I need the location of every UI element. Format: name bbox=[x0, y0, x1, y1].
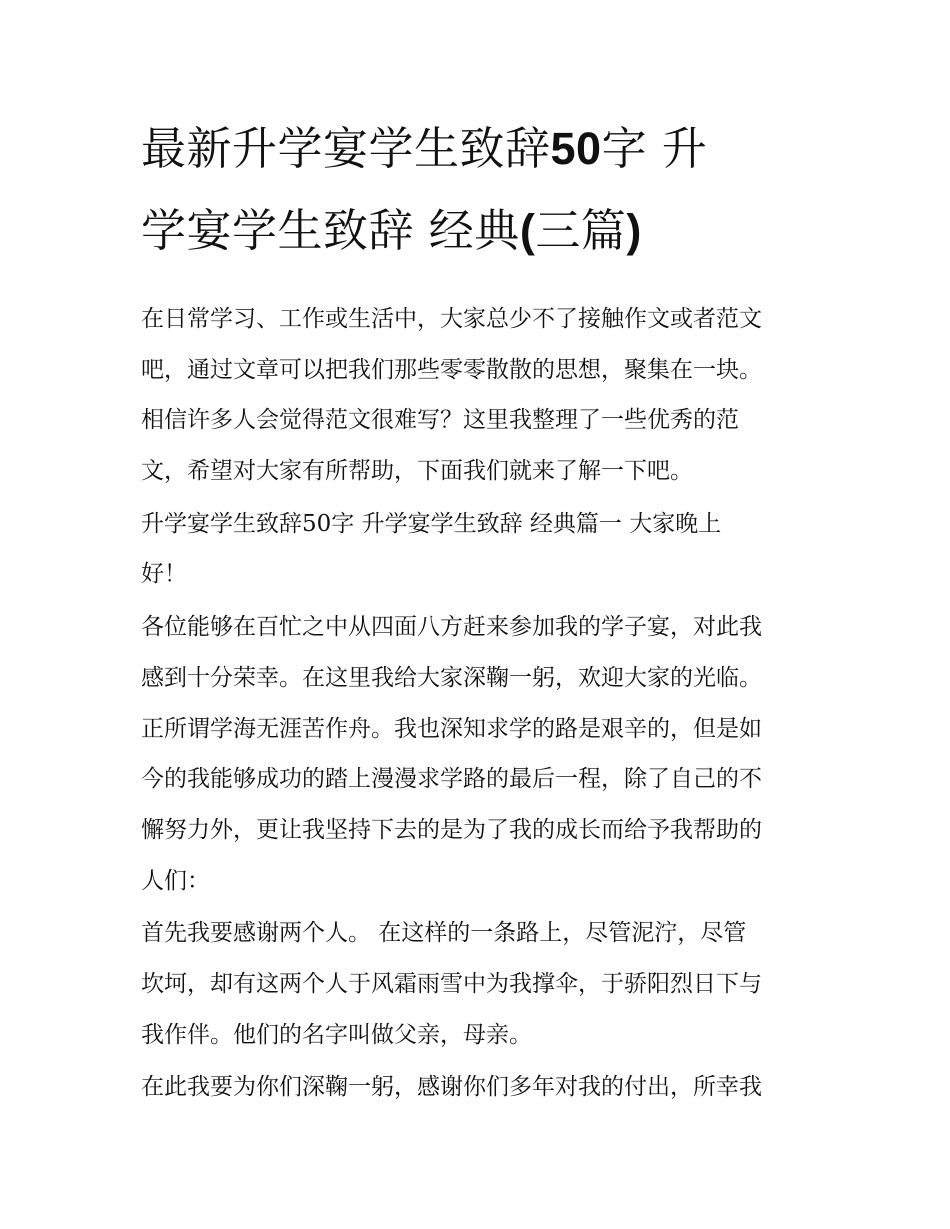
text-line: 懈努力外，更让我坚持下去的是为了我的成长而给予我帮助的 bbox=[141, 816, 762, 843]
text-line: 我作伴。他们的名字叫做父亲，母亲。 bbox=[141, 1021, 532, 1048]
text-line: 在日常学习、工作或生活中，大家总少不了接触作文或者范文 bbox=[141, 306, 762, 332]
text-line: 升学宴学生致辞50字 升学宴学生致辞 经典篇一 大家晚上 bbox=[141, 510, 722, 537]
paragraph-greeting bbox=[141, 499, 816, 600]
text-line: 吧，通过文章可以把我们那些零零散散的思想，聚集在一块。 bbox=[141, 356, 762, 383]
title-part: 学宴学生致辞 经典(三篇) bbox=[141, 204, 642, 257]
text-line: 坎坷，却有这两个人于风霜雨雪中为我撑伞，于骄阳烈日下与 bbox=[141, 970, 762, 997]
paragraph-bow bbox=[141, 1062, 816, 1113]
text-line: 正所谓学海无涯苦作舟。我也深知求学的路是艰辛的，但是如 bbox=[141, 715, 762, 742]
title-latin-run: ( bbox=[519, 205, 536, 256]
text-line: 首先我要感谢两个人。 在这样的一条路上，尽管泥泞，尽管 bbox=[141, 920, 747, 947]
text-line: 好！ bbox=[141, 561, 187, 588]
text-line: 文，希望对大家有所帮助，下面我们就来了解一下吧。 bbox=[141, 458, 693, 485]
text-line: 在此我要为你们深鞠一躬，感谢你们多年对我的付出，所幸我 bbox=[141, 1074, 762, 1101]
document-body bbox=[141, 118, 816, 1115]
title-latin-run: 50 bbox=[550, 123, 602, 174]
document-title-line-1 bbox=[141, 118, 816, 180]
paragraph-intro bbox=[141, 294, 816, 497]
text-line: 各位能够在百忙之中从四面八方赶来参加我的学子宴，对此我 bbox=[141, 614, 762, 641]
text-line: 感到十分荣幸。在这里我给大家深鞠一躬，欢迎大家的光临。 bbox=[141, 664, 762, 691]
paragraph-welcome bbox=[141, 602, 816, 906]
document-title-line-2 bbox=[141, 200, 816, 262]
text-line: 人们： bbox=[141, 867, 210, 894]
title-latin-run: ) bbox=[626, 205, 642, 256]
paragraph-thanks-parents bbox=[141, 908, 816, 1060]
text-line: 今的我能够成功的踏上漫漫求学路的最后一程，除了自己的不 bbox=[141, 766, 762, 793]
text-line: 相信许多人会觉得范文很难写？这里我整理了一些优秀的范 bbox=[141, 407, 739, 434]
title-part: 最新升学宴学生致辞50字 升 bbox=[141, 122, 708, 175]
